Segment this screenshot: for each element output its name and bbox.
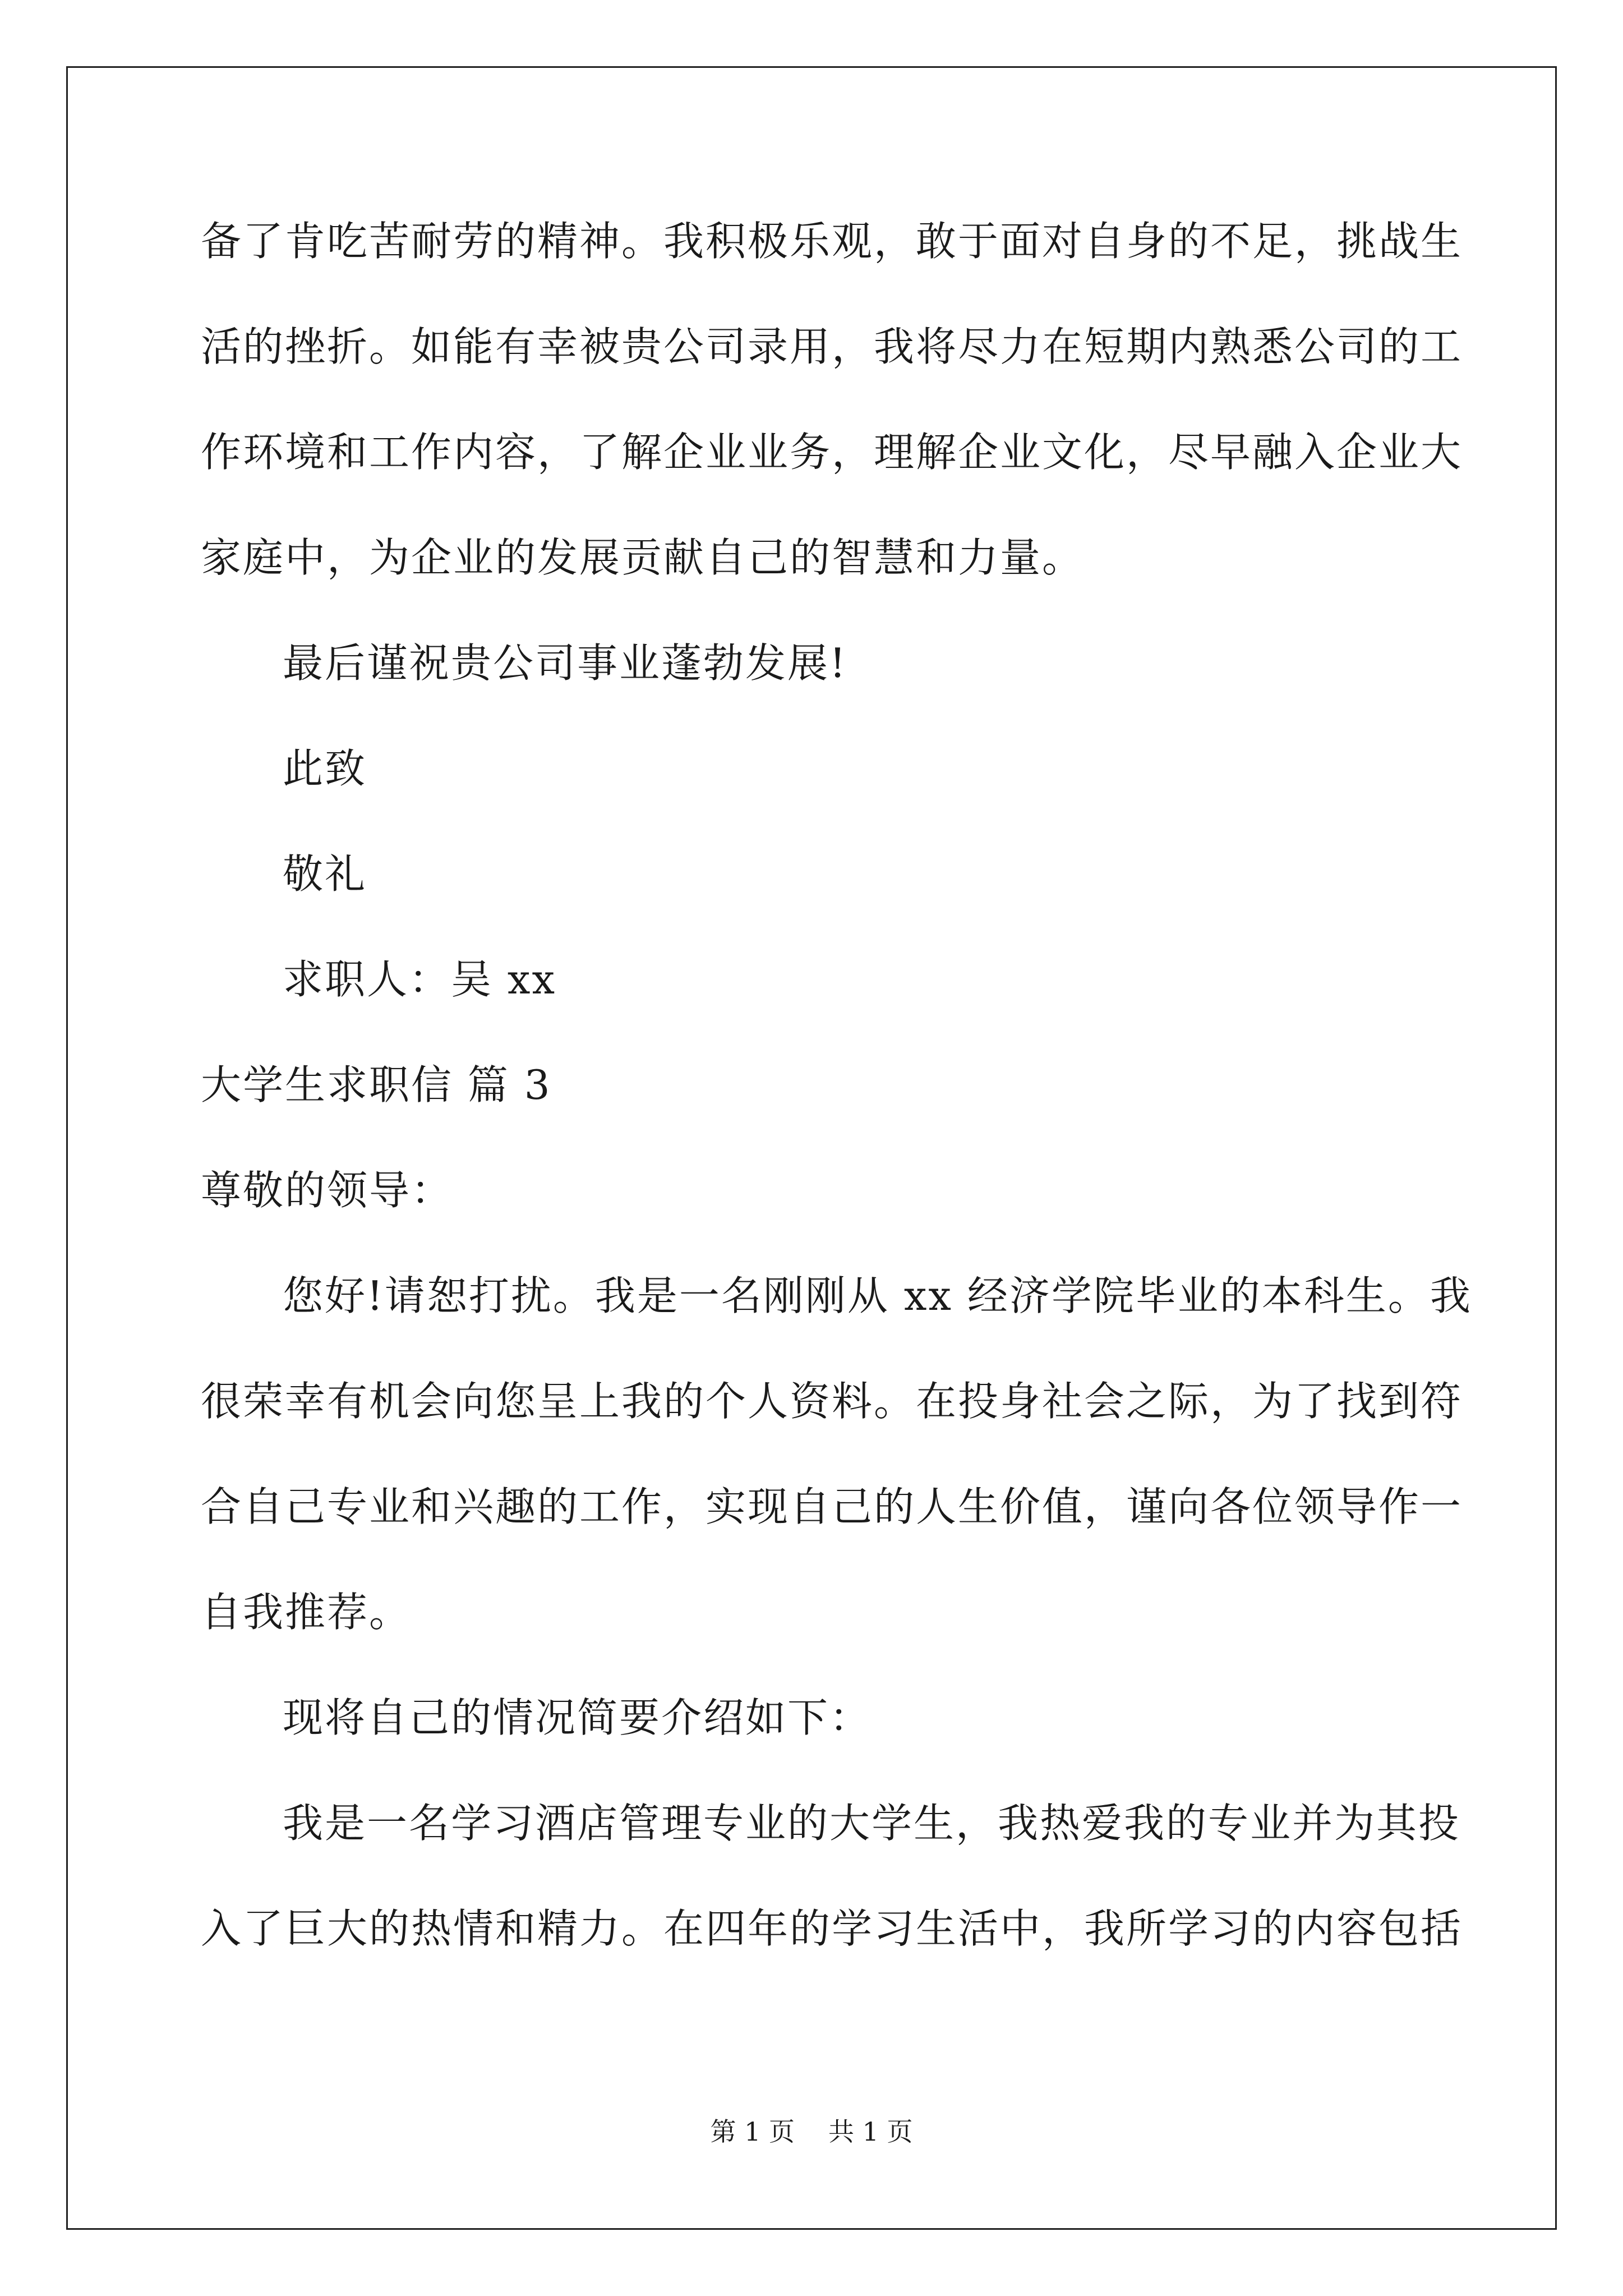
body-line-10: 入了巨大的热情和精力。在四年的学习生活中，我所学习的内容包括 xyxy=(201,1905,1463,1952)
page-total: 共 1 页 xyxy=(828,2116,913,2147)
body-line-8: 自我推荐。 xyxy=(201,1589,412,1636)
body-line-7: 合自己专业和兴趣的工作，实现自己的人生价值，谨向各位领导作一 xyxy=(201,1483,1463,1530)
closing-regards: 敬礼 xyxy=(283,850,367,898)
body-line-3: 作环境和工作内容，了解企业业务，理解企业文化，尽早融入企业大 xyxy=(201,429,1463,476)
body-line-9: 我是一名学习酒店管理专业的大学生，我热爱我的专业并为其投 xyxy=(283,1800,1461,1847)
greeting: 尊敬的领导： xyxy=(201,1167,454,1214)
section-heading: 大学生求职信 篇 3 xyxy=(201,1061,552,1108)
page-footer xyxy=(0,2115,1623,2148)
body-line-4: 家庭中，为企业的发展贡献自己的智慧和力量。 xyxy=(201,534,1085,581)
page-number: 第 1 页 xyxy=(710,2116,795,2147)
signature-line: 求职人：吴 xx xyxy=(283,956,557,1003)
body-line-5: 您好!请恕打扰。我是一名刚刚从 xx 经济学院毕业的本科生。我 xyxy=(283,1272,1472,1319)
body-line-6: 很荣幸有机会向您呈上我的个人资料。在投身社会之际，为了找到符 xyxy=(201,1378,1463,1425)
intro-line: 现将自己的情况简要介绍如下： xyxy=(283,1694,872,1741)
body-line-2: 活的挫折。如能有幸被贵公司录用，我将尽力在短期内熟悉公司的工 xyxy=(201,323,1463,370)
closing-salutation: 此致 xyxy=(283,745,367,792)
closing-wish: 最后谨祝贵公司事业蓬勃发展! xyxy=(283,639,847,687)
body-line-1: 备了肯吃苦耐劳的精神。我积极乐观，敢于面对自身的不足，挑战生 xyxy=(201,218,1463,265)
